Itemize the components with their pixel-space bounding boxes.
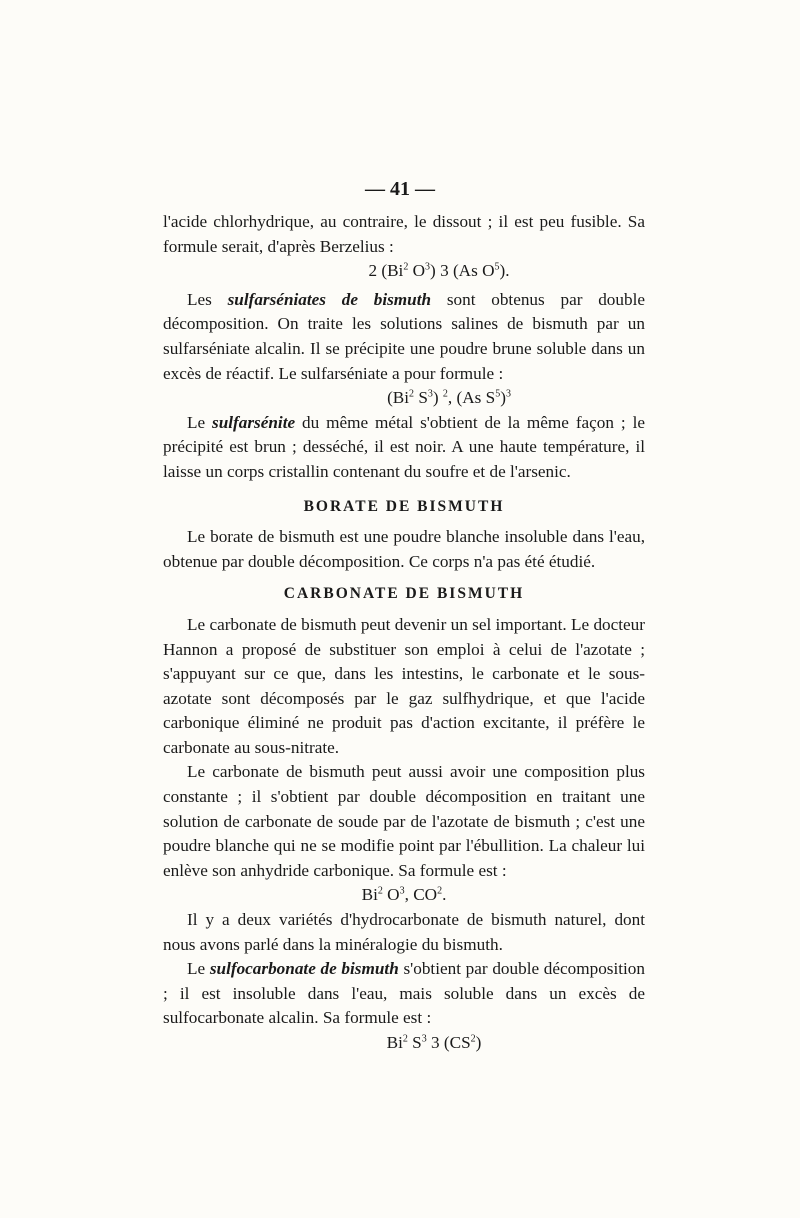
paragraph: Le carbonate de bismuth peut aussi avoir une composition plus constante ; il s'obtient par double décomposition en traitant une solution de carbonate de soude par de l'azotate de bismuth ; c'est une poudre blanche qui ne se modifie point par l'ébullition. La chaleur lui enlève son anhydride carbonique. Sa formule est : [163,762,645,880]
paragraph: l'acide chlorhydrique, au contraire, le dissout ; il est peu fusible. Sa formule serait, d'après Berzelius : [163,212,645,256]
page-number: — 41 — [365,178,435,200]
paragraph: Les sulfarséniates de bismuth sont obtenus par double décomposition. On traite les solutions salines de bismuth par un sulfarséniate alcalin. Il se précipite une poudre brune soluble dans un excès de réactif. Le sulfarséniate a pour formule : [163,289,645,383]
paragraph: Le sulfocarbonate de bismuth s'obtient par double décomposition ; il est insoluble dans l'eau, mais soluble dans un excès de sulfocarbonate alcalin. Sa formule est : [163,959,645,1028]
section-heading: BORATE DE BISMUTH [303,497,505,515]
section-heading: CARBONATE DE BISMUTH [283,585,525,603]
paragraph: Le sulfarsénite du même métal s'obtient de la même façon ; le précipité est brun ; desséché, il est noir. A une haute température, il laisse un corps cristallin contenant du soufre et de l'arsenic. [163,412,645,481]
formula: Bi$^2$ $S^3$ 3 $(CS^2)$ [386,1033,482,1052]
paragraph: Il y a deux variétés d'hydrocarbonate de bismuth naturel, dont nous avons parlé dans la minéralogie du bismuth. [163,910,645,954]
paragraph: Le borate de bismuth est une poudre blanche insoluble dans l'eau, obtenue par double décomposition. Ce corps n'a pas été étudié. [163,527,645,571]
formula: Bi$^2$ $O^3$, $CO^2$. [361,885,447,905]
formula: (Bi$^2$ $S^3$) $^2$, (As $S^5)^3$ [387,388,511,408]
formula: 2 (Bi$^2$ $O^3$) 3 (As $O^5$). [368,261,510,281]
paragraph: Le carbonate de bismuth peut devenir un sel important. Le docteur Hannon a proposé de substituer son emploi à celui de l'azotate ; s'appuyant sur ce que, dans les intestins, le carbonate et le sous-azotate sont décomposés par le gaz sulfhydrique, et que l'acide carbonique éliminé ne produit pas d'action excitante, il préfère le carbonate au sous-nitrate. [163,614,645,757]
text-column [163,210,645,1056]
